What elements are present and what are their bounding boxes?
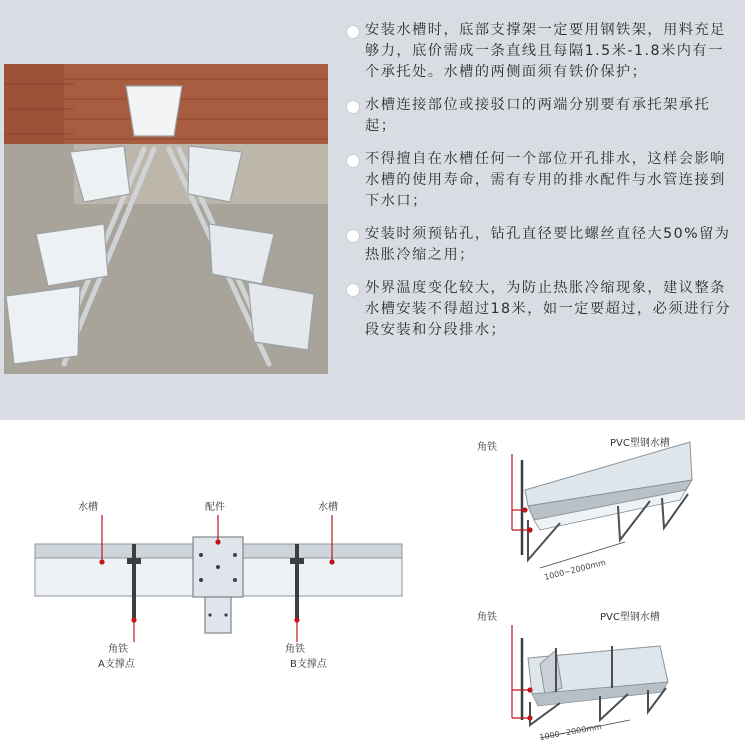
note-item <box>343 20 738 83</box>
installation-notes <box>343 20 738 353</box>
note-text: 不得擅自在水槽任何一个部位开孔排水，这样会影响水槽的使用寿命，需有专用的排水配件与水管连接到下水口； <box>365 151 726 209</box>
installation-diagrams <box>0 420 745 745</box>
label-angle-top: 角铁 <box>477 442 497 453</box>
dimension-label-bottom: 1000~2000mm <box>538 722 603 742</box>
label-right-angle: 角铁 <box>285 644 305 655</box>
note-item <box>343 224 738 266</box>
bullet-icon <box>346 283 360 297</box>
perspective-diagram-top <box>477 436 692 582</box>
note-item <box>343 278 738 341</box>
perspective-diagram-bottom <box>477 610 668 742</box>
bullet-icon <box>346 100 360 114</box>
bullet-icon <box>346 229 360 243</box>
label-left-angle: 角铁 <box>108 644 128 655</box>
note-text: 水槽连接部位或接驳口的两端分别要有承托架承托起； <box>365 97 711 134</box>
label-left-support: A支撑点 <box>98 659 135 670</box>
note-text: 安装时须预钻孔，钻孔直径要比螺丝直径大50%留为热胀冷缩之用； <box>365 226 731 263</box>
label-right-trough: 水槽 <box>318 502 338 513</box>
label-angle-bottom: 角铁 <box>477 612 497 623</box>
label-right-support: B支撑点 <box>290 659 327 670</box>
bullet-icon <box>346 25 360 39</box>
label-fitting: 配件 <box>205 502 225 513</box>
dimension-label-top: 1000~2000mm <box>543 557 607 582</box>
note-text: 安装水槽时，底部支撑架一定要用钢铁架，用料充足够力，底价需成一条直线且每隔1.5米-1.8米内有一个承托处。水槽的两侧面须有铁价保护； <box>365 22 726 80</box>
note-text: 外界温度变化较大，为防止热胀冷缩现象，建议整条水槽安装不得超过18米，如一定要超过，必须进行分段安装和分段排水； <box>365 280 732 338</box>
note-item <box>343 95 738 137</box>
label-trough-bottom: PVC塑钢水槽 <box>600 612 660 623</box>
note-item <box>343 149 738 212</box>
label-trough-top: PVC塑钢水槽 <box>610 438 670 449</box>
bullet-icon <box>346 154 360 168</box>
label-left-trough: 水槽 <box>78 502 98 513</box>
joint-diagram <box>35 500 402 670</box>
trough-rack-photo <box>4 64 328 374</box>
